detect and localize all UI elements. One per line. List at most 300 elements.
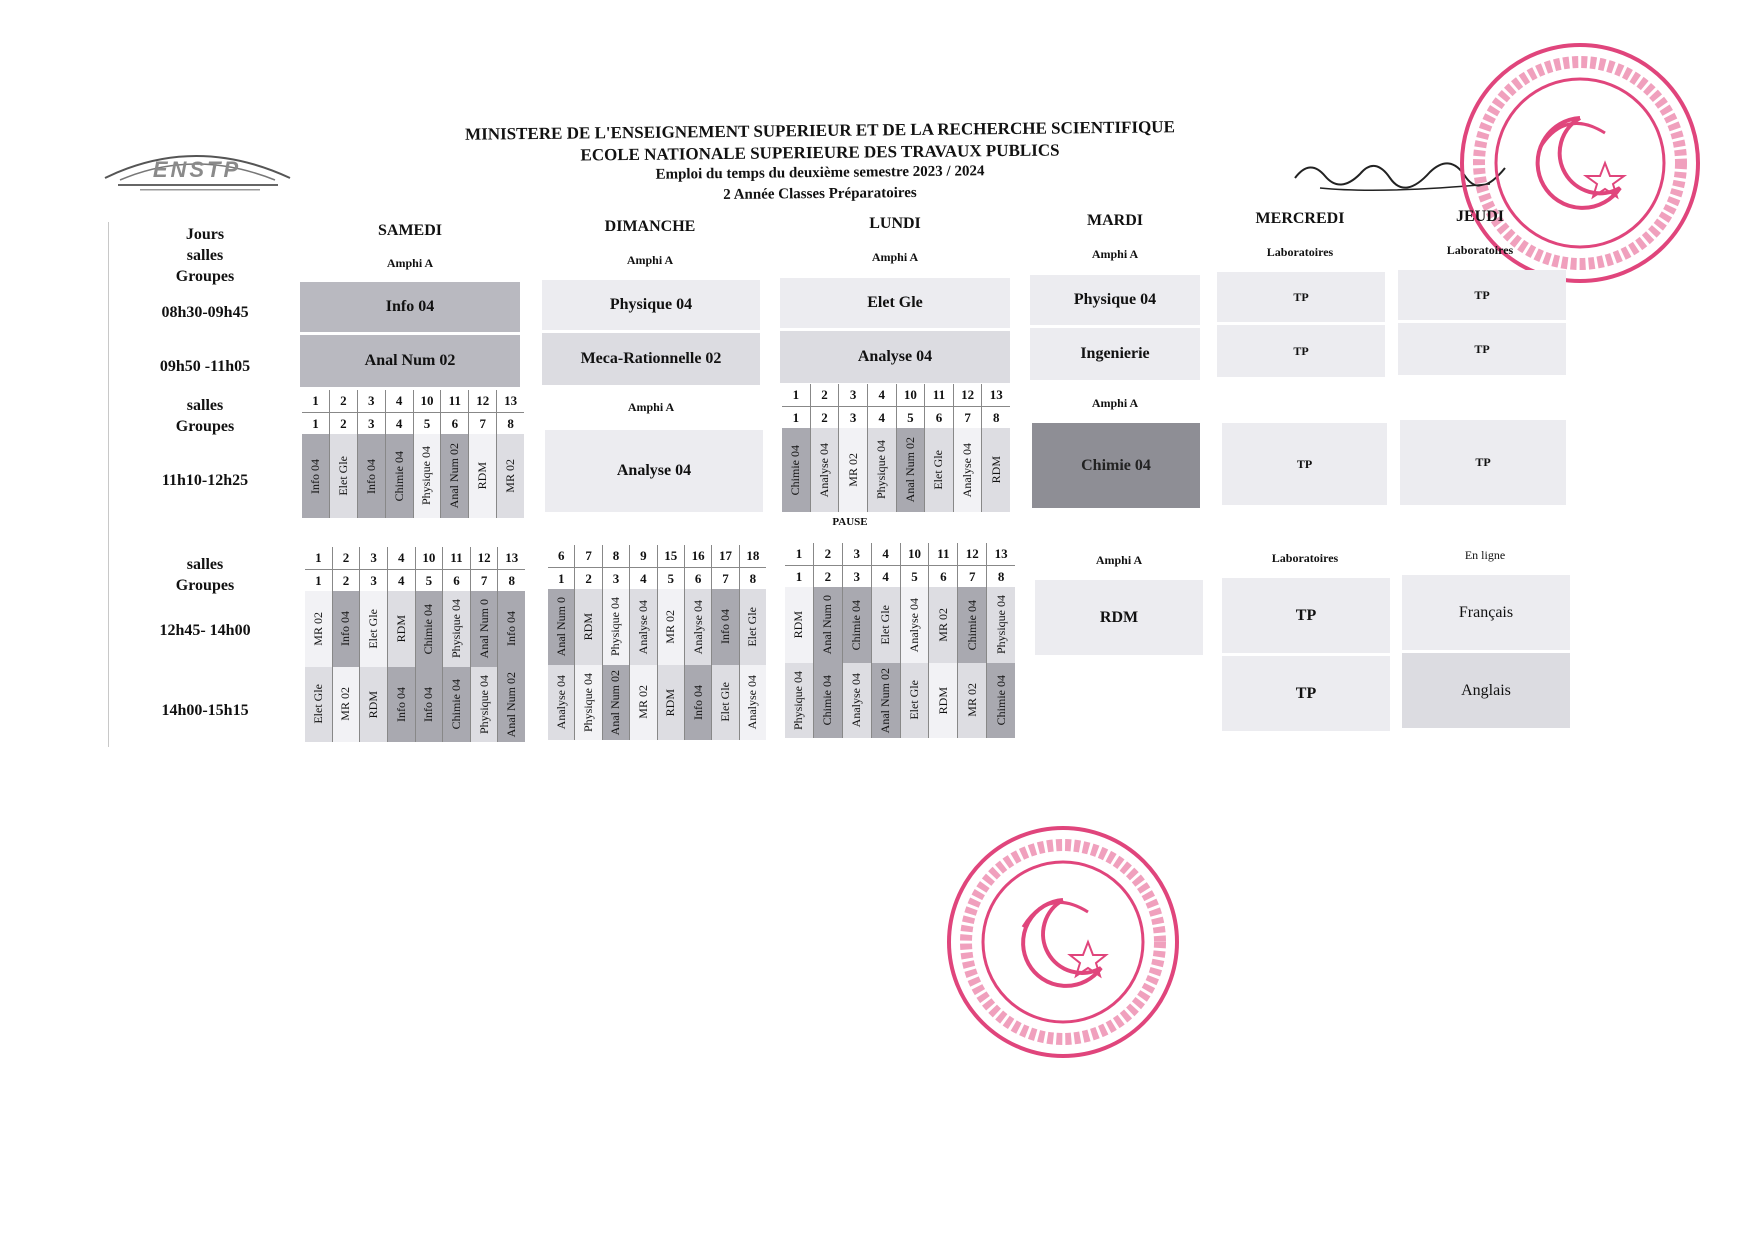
group-course-label: Elet Gle <box>335 456 350 496</box>
salle-number: 13 <box>497 390 524 413</box>
group-course-label: RDM <box>475 462 490 490</box>
mercredi-slot3: TP <box>1222 423 1387 505</box>
groupe-number: 7 <box>964 410 971 425</box>
dimanche-pm-col <box>740 545 766 740</box>
group-course <box>630 589 656 665</box>
dimanche-groups-afternoon <box>548 545 766 740</box>
groupe-number: 5 <box>667 571 674 586</box>
group-course <box>740 589 766 665</box>
jeudi-slot1: TP <box>1398 270 1566 320</box>
lundi-pm-col <box>901 543 930 738</box>
groupe-number: 8 <box>749 571 757 586</box>
groupe-number: 1 <box>312 416 319 431</box>
group-course <box>414 434 441 518</box>
group-course <box>712 589 738 665</box>
salle-number: 1 <box>785 543 813 566</box>
samedi-1110-col <box>414 390 442 518</box>
dimanche-pm-col <box>658 545 685 740</box>
day-mardi: MARDI <box>1087 212 1143 229</box>
group-course <box>987 663 1015 739</box>
group-course-label: Anal Num 02 <box>504 671 519 737</box>
groupe-number: 7 <box>968 569 976 584</box>
group-course <box>388 591 415 667</box>
groupe-number: 1 <box>557 571 565 586</box>
group-course-label: Analyse 04 <box>960 442 975 498</box>
group-course <box>603 589 629 665</box>
lundi-pm-col <box>872 543 901 738</box>
salle-number: 4 <box>386 390 413 413</box>
salle-number: 11 <box>441 390 468 413</box>
salle-number: 15 <box>658 545 684 568</box>
label-salles-2: salles <box>186 397 224 414</box>
day-mercredi: MERCREDI <box>1255 210 1345 227</box>
salle-number: 10 <box>414 390 441 413</box>
dimanche-pm-col <box>685 545 712 740</box>
salle-number: 12 <box>954 384 982 407</box>
group-course-label: Anal Num 0 <box>820 595 835 655</box>
label-slot4: 12h45- 14h00 <box>159 622 251 639</box>
group-course-label: Info 04 <box>504 611 519 647</box>
group-course-label: Physique 04 <box>993 595 1008 655</box>
jeudi-slot3: TP <box>1400 420 1566 505</box>
group-course-label: Chimie 04 <box>448 679 463 730</box>
mercredi-slot5: TP <box>1222 656 1390 731</box>
label-salles-3: salles <box>186 556 224 573</box>
group-course <box>441 434 468 518</box>
salle-number: 1 <box>782 384 810 407</box>
groupe-number: 8 <box>992 410 1000 425</box>
group-course <box>386 434 413 518</box>
samedi-1110-col <box>386 390 414 518</box>
group-course <box>498 667 525 743</box>
room-mercredi-pm: Laboratoires <box>1271 551 1339 565</box>
group-course-label: MR 02 <box>935 607 950 642</box>
group-course <box>360 667 387 743</box>
salle-number: 12 <box>471 547 498 570</box>
group-course-label: RDM <box>988 456 1003 484</box>
group-course-label: MR 02 <box>503 459 518 493</box>
groupe-number: 4 <box>882 569 889 584</box>
group-course <box>305 591 332 667</box>
header-ministry: MINISTERE DE L'ENSEIGNEMENT SUPERIEUR ET DE LA RECHERCHE SCIENTIFIQUE <box>465 117 1175 144</box>
groupe-number: 5 <box>911 569 918 584</box>
salle-number: 3 <box>839 384 867 407</box>
samedi-groups-afternoon <box>305 547 525 742</box>
salle-number: 17 <box>712 545 738 568</box>
salle-number: 18 <box>740 545 766 568</box>
groupe-number: 6 <box>935 410 943 425</box>
group-course-label: RDM <box>935 686 950 714</box>
group-course-label: Anal Num 0 <box>553 597 568 657</box>
room-lundi: Amphi A <box>871 250 919 264</box>
salle-number: 13 <box>982 384 1010 407</box>
groupe-number: 4 <box>395 416 403 431</box>
salle-number: 11 <box>925 384 953 407</box>
group-course <box>958 663 986 739</box>
group-course-label: RDM <box>581 613 596 641</box>
lundi-1110-col <box>925 384 954 512</box>
group-course-label: Elet Gle <box>366 608 381 649</box>
group-course <box>630 665 656 741</box>
room-mercredi: Laboratoires <box>1266 245 1334 259</box>
samedi-1110-col <box>330 390 358 518</box>
group-course-label: Info 04 <box>338 611 353 647</box>
day-dimanche: DIMANCHE <box>604 218 696 235</box>
room-dimanche: Amphi A <box>626 253 674 267</box>
salle-number: 1 <box>305 547 332 570</box>
salle-number: 11 <box>443 547 470 570</box>
lundi-groups-afternoon <box>785 543 1015 738</box>
groupe-number: 3 <box>612 571 620 586</box>
group-course <box>469 434 496 518</box>
groupe-number: 6 <box>453 573 460 588</box>
groupe-number: 5 <box>423 416 431 431</box>
group-course-label: MR 02 <box>845 453 860 487</box>
groupe-number: 3 <box>370 573 377 588</box>
group-course-label: Analyse 04 <box>906 597 921 652</box>
group-course <box>987 587 1015 663</box>
lundi-1110-col <box>839 384 868 512</box>
group-course-label: Elet Gle <box>931 450 946 490</box>
lundi-1110-col <box>782 384 811 512</box>
group-course-label: Elet Gle <box>906 680 921 721</box>
group-course <box>901 663 929 739</box>
group-course-label: Chimie 04 <box>993 675 1008 726</box>
groupe-number: 7 <box>722 571 729 586</box>
groupe-number: 1 <box>792 410 800 425</box>
lundi-pm-col <box>958 543 987 738</box>
group-course <box>843 587 871 663</box>
room-jeudi: Laboratoires <box>1446 243 1514 257</box>
group-course <box>958 587 986 663</box>
groupe-number: 6 <box>694 571 702 586</box>
group-course-label: Info 04 <box>690 684 705 720</box>
group-course <box>785 663 813 739</box>
dimanche-pm-col <box>630 545 657 740</box>
group-course <box>685 589 711 665</box>
group-course-label: Analyse 04 <box>849 673 864 728</box>
group-course <box>388 667 415 743</box>
salle-number: 2 <box>814 543 842 566</box>
pause-label: PAUSE <box>832 516 868 528</box>
lundi-1110-col <box>954 384 983 512</box>
salle-number: 10 <box>416 547 443 570</box>
group-course <box>901 587 929 663</box>
group-course-label: Physique 04 <box>581 672 596 732</box>
group-course <box>416 667 443 743</box>
group-course <box>497 434 524 518</box>
salle-number: 12 <box>958 543 986 566</box>
groupe-number: 3 <box>849 410 857 425</box>
group-course <box>839 428 867 512</box>
group-course <box>333 667 360 743</box>
room-dimanche-3: Amphi A <box>627 400 675 414</box>
group-course-label: Info 04 <box>307 458 322 494</box>
group-course <box>333 591 360 667</box>
salle-number: 8 <box>603 545 629 568</box>
group-course <box>330 434 357 518</box>
group-course-label: RDM <box>393 615 408 643</box>
label-salles: salles <box>186 247 224 264</box>
group-course <box>575 665 601 741</box>
group-course-label: Anal Num 0 <box>476 599 491 659</box>
samedi-pm-col <box>388 547 416 742</box>
label-slot1: 08h30-09h45 <box>161 304 249 321</box>
group-course <box>603 665 629 741</box>
group-course <box>685 665 711 741</box>
room-mardi: Amphi A <box>1091 247 1139 261</box>
group-course-label: Chimie 04 <box>391 450 406 502</box>
dimanche-pm-col <box>603 545 630 740</box>
lundi-groups-1110 <box>782 384 1010 512</box>
samedi-pm-col <box>360 547 388 742</box>
group-course-label: Elet Gle <box>310 684 325 725</box>
group-course <box>872 663 900 739</box>
groupe-number: 6 <box>940 569 947 584</box>
salle-number: 2 <box>333 547 360 570</box>
groupe-number: 8 <box>508 573 515 588</box>
salle-number: 3 <box>843 543 871 566</box>
samedi-pm-col <box>333 547 361 742</box>
group-course <box>814 587 842 663</box>
label-slot2: 09h50 -11h05 <box>159 358 251 375</box>
group-course <box>443 591 470 667</box>
group-course-label: Physique 04 <box>476 674 491 734</box>
group-course-label: Chimie 04 <box>421 603 436 654</box>
groupe-number: 1 <box>795 569 803 584</box>
group-course <box>785 587 813 663</box>
groupe-number: 3 <box>367 416 375 431</box>
group-course <box>548 589 574 665</box>
group-course <box>712 665 738 741</box>
group-course <box>548 665 574 741</box>
lundi-pm-col <box>929 543 958 738</box>
group-course <box>360 591 387 667</box>
groupe-number: 2 <box>342 573 350 588</box>
group-course-label: RDM <box>663 688 678 716</box>
group-course-label: Info 04 <box>363 458 378 494</box>
lundi-1110-col <box>811 384 840 512</box>
jeudi-slot2: TP <box>1398 323 1566 375</box>
group-course <box>416 591 443 667</box>
lundi-slot2: Analyse 04 <box>780 331 1010 383</box>
groupe-number: 7 <box>480 573 488 588</box>
label-jours: Jours <box>185 226 225 243</box>
logo-text: ENSTP <box>152 157 242 182</box>
lundi-pm-col <box>814 543 843 738</box>
label-slot3: 11h10-12h25 <box>161 472 249 489</box>
lundi-pm-col <box>843 543 872 738</box>
group-course-label: MR 02 <box>663 609 678 644</box>
header-subtitle: 2 Année Classes Préparatoires <box>723 184 917 204</box>
lundi-1110-col <box>897 384 926 512</box>
group-course-label: Physique 04 <box>448 599 463 659</box>
mercredi-slot1: TP <box>1217 272 1385 322</box>
enstp-logo <box>100 140 295 200</box>
group-course <box>982 428 1010 512</box>
group-course <box>498 591 525 667</box>
group-course <box>954 428 982 512</box>
mardi-slot1: Physique 04 <box>1030 275 1200 325</box>
label-groupes-3: Groupes <box>175 577 235 594</box>
group-course-label: Physique 04 <box>791 670 806 730</box>
salle-number: 12 <box>469 390 496 413</box>
group-course-label: MR 02 <box>310 611 325 646</box>
group-course-label: Analyse 04 <box>553 675 568 730</box>
groupe-number: 4 <box>640 571 647 586</box>
samedi-1110-col <box>302 390 330 518</box>
salle-number: 7 <box>575 545 601 568</box>
group-course-label: Anal Num 02 <box>447 443 462 509</box>
mercredi-slot2: TP <box>1217 325 1385 377</box>
group-course <box>897 428 925 512</box>
lundi-1110-col <box>982 384 1010 512</box>
samedi-pm-col <box>443 547 471 742</box>
day-lundi: LUNDI <box>869 215 921 232</box>
groupe-number: 5 <box>907 410 914 425</box>
group-course <box>658 589 684 665</box>
group-course-label: Physique 04 <box>419 446 434 506</box>
salle-number: 16 <box>685 545 711 568</box>
group-course-label: Chimie 04 <box>788 444 803 496</box>
lundi-pm-col <box>785 543 814 738</box>
samedi-pm-col <box>498 547 525 742</box>
group-course-label: RDM <box>791 611 806 639</box>
lundi-1110-col <box>868 384 897 512</box>
header-school: ECOLE NATIONALE SUPERIEURE DES TRAVAUX PUBLICS <box>580 140 1060 165</box>
group-course <box>872 587 900 663</box>
mardi-slot3: Chimie 04 <box>1032 423 1200 508</box>
salle-number: 2 <box>330 390 357 413</box>
group-course <box>471 667 498 743</box>
jeudi-slot4: Français <box>1402 575 1570 650</box>
group-course <box>925 428 953 512</box>
groupe-number: 5 <box>425 573 433 588</box>
salle-number: 13 <box>498 547 525 570</box>
group-course-label: Anal Num 02 <box>608 669 623 735</box>
groupe-number: 1 <box>315 573 322 588</box>
group-course-label: Chimie 04 <box>820 675 835 726</box>
group-course-label: MR 02 <box>635 685 650 720</box>
samedi-slot2: Anal Num 02 <box>300 335 520 387</box>
group-course-label: Info 04 <box>717 609 732 645</box>
salle-number: 1 <box>302 390 329 413</box>
mardi-slot4: RDM <box>1035 580 1203 655</box>
group-course <box>471 591 498 667</box>
samedi-pm-col <box>305 547 333 742</box>
groupe-number: 2 <box>340 416 347 431</box>
room-mardi-3: Amphi A <box>1091 396 1139 410</box>
groupe-number: 7 <box>479 416 486 431</box>
group-course-label: Analyse 04 <box>635 599 650 654</box>
dimanche-pm-col <box>548 545 575 740</box>
group-course-label: Elet Gle <box>878 604 893 645</box>
group-course <box>358 434 385 518</box>
label-slot5: 14h00-15h15 <box>161 702 249 719</box>
group-course-label: Elet Gle <box>717 682 732 723</box>
salle-number: 4 <box>872 543 900 566</box>
dimanche-slot1: Physique 04 <box>542 280 760 330</box>
samedi-1110-col <box>469 390 497 518</box>
samedi-pm-col <box>471 547 499 742</box>
header-title: Emploi du temps du deuxième semestre 2023 / 2024 <box>655 163 985 183</box>
salle-number: 2 <box>811 384 839 407</box>
groupe-number: 3 <box>853 569 860 584</box>
samedi-groups-1110 <box>302 390 524 518</box>
groupe-number: 4 <box>878 410 885 425</box>
salle-number: 4 <box>868 384 896 407</box>
group-course <box>575 589 601 665</box>
group-course-label: Physique 04 <box>874 440 889 500</box>
group-course-label: RDM <box>366 690 381 718</box>
salle-number: 10 <box>901 543 929 566</box>
dimanche-pm-col <box>575 545 602 740</box>
groupe-number: 2 <box>821 410 828 425</box>
groupe-number: 4 <box>397 573 405 588</box>
group-course-label: Chimie 04 <box>849 599 864 650</box>
groupe-number: 6 <box>451 416 459 431</box>
samedi-slot1: Info 04 <box>300 282 520 332</box>
salle-number: 3 <box>358 390 385 413</box>
mercredi-slot4: TP <box>1222 578 1390 653</box>
room-jeudi-pm: En ligne <box>1464 548 1506 562</box>
group-course <box>305 667 332 743</box>
salle-number: 4 <box>388 547 415 570</box>
mardi-slot2: Ingenierie <box>1030 328 1200 380</box>
group-course-label: Analyse 04 <box>690 599 705 654</box>
group-course-label: Analyse 04 <box>745 675 760 730</box>
group-course-label: Chimie 04 <box>964 599 979 650</box>
group-course <box>868 428 896 512</box>
dimanche-slot3: Analyse 04 <box>545 430 763 512</box>
lundi-pm-col <box>987 543 1015 738</box>
salle-number: 13 <box>987 543 1015 566</box>
group-course-label: MR 02 <box>964 683 979 718</box>
salle-number: 6 <box>548 545 574 568</box>
groupe-number: 2 <box>585 571 592 586</box>
group-course-label: Info 04 <box>393 686 408 722</box>
dimanche-slot2: Meca-Rationnelle 02 <box>542 333 760 385</box>
group-course <box>814 663 842 739</box>
groupe-number: 2 <box>824 569 832 584</box>
groupe-number: 8 <box>997 569 1005 584</box>
group-course <box>302 434 329 518</box>
group-course <box>929 587 957 663</box>
group-course <box>843 663 871 739</box>
official-stamp-bottom <box>943 822 1183 1062</box>
group-course <box>782 428 810 512</box>
day-samedi: SAMEDI <box>377 222 442 239</box>
group-course <box>443 667 470 743</box>
samedi-1110-col <box>497 390 524 518</box>
samedi-pm-col <box>416 547 444 742</box>
samedi-1110-col <box>441 390 469 518</box>
group-course-label: Anal Num 02 <box>878 667 893 733</box>
label-groupes-2: Groupes <box>175 418 235 435</box>
groupe-number: 8 <box>507 416 514 431</box>
dimanche-pm-col <box>712 545 739 740</box>
group-course-label: Physique 04 <box>608 597 623 657</box>
group-course-label: Analyse 04 <box>816 442 831 498</box>
group-course <box>811 428 839 512</box>
group-course-label: Anal Num 02 <box>902 437 917 503</box>
group-course <box>929 663 957 739</box>
room-mardi-pm: Amphi A <box>1095 553 1143 567</box>
salle-number: 3 <box>360 547 387 570</box>
group-course-label: Elet Gle <box>745 606 760 647</box>
group-course-label: MR 02 <box>338 687 353 722</box>
group-course <box>658 665 684 741</box>
